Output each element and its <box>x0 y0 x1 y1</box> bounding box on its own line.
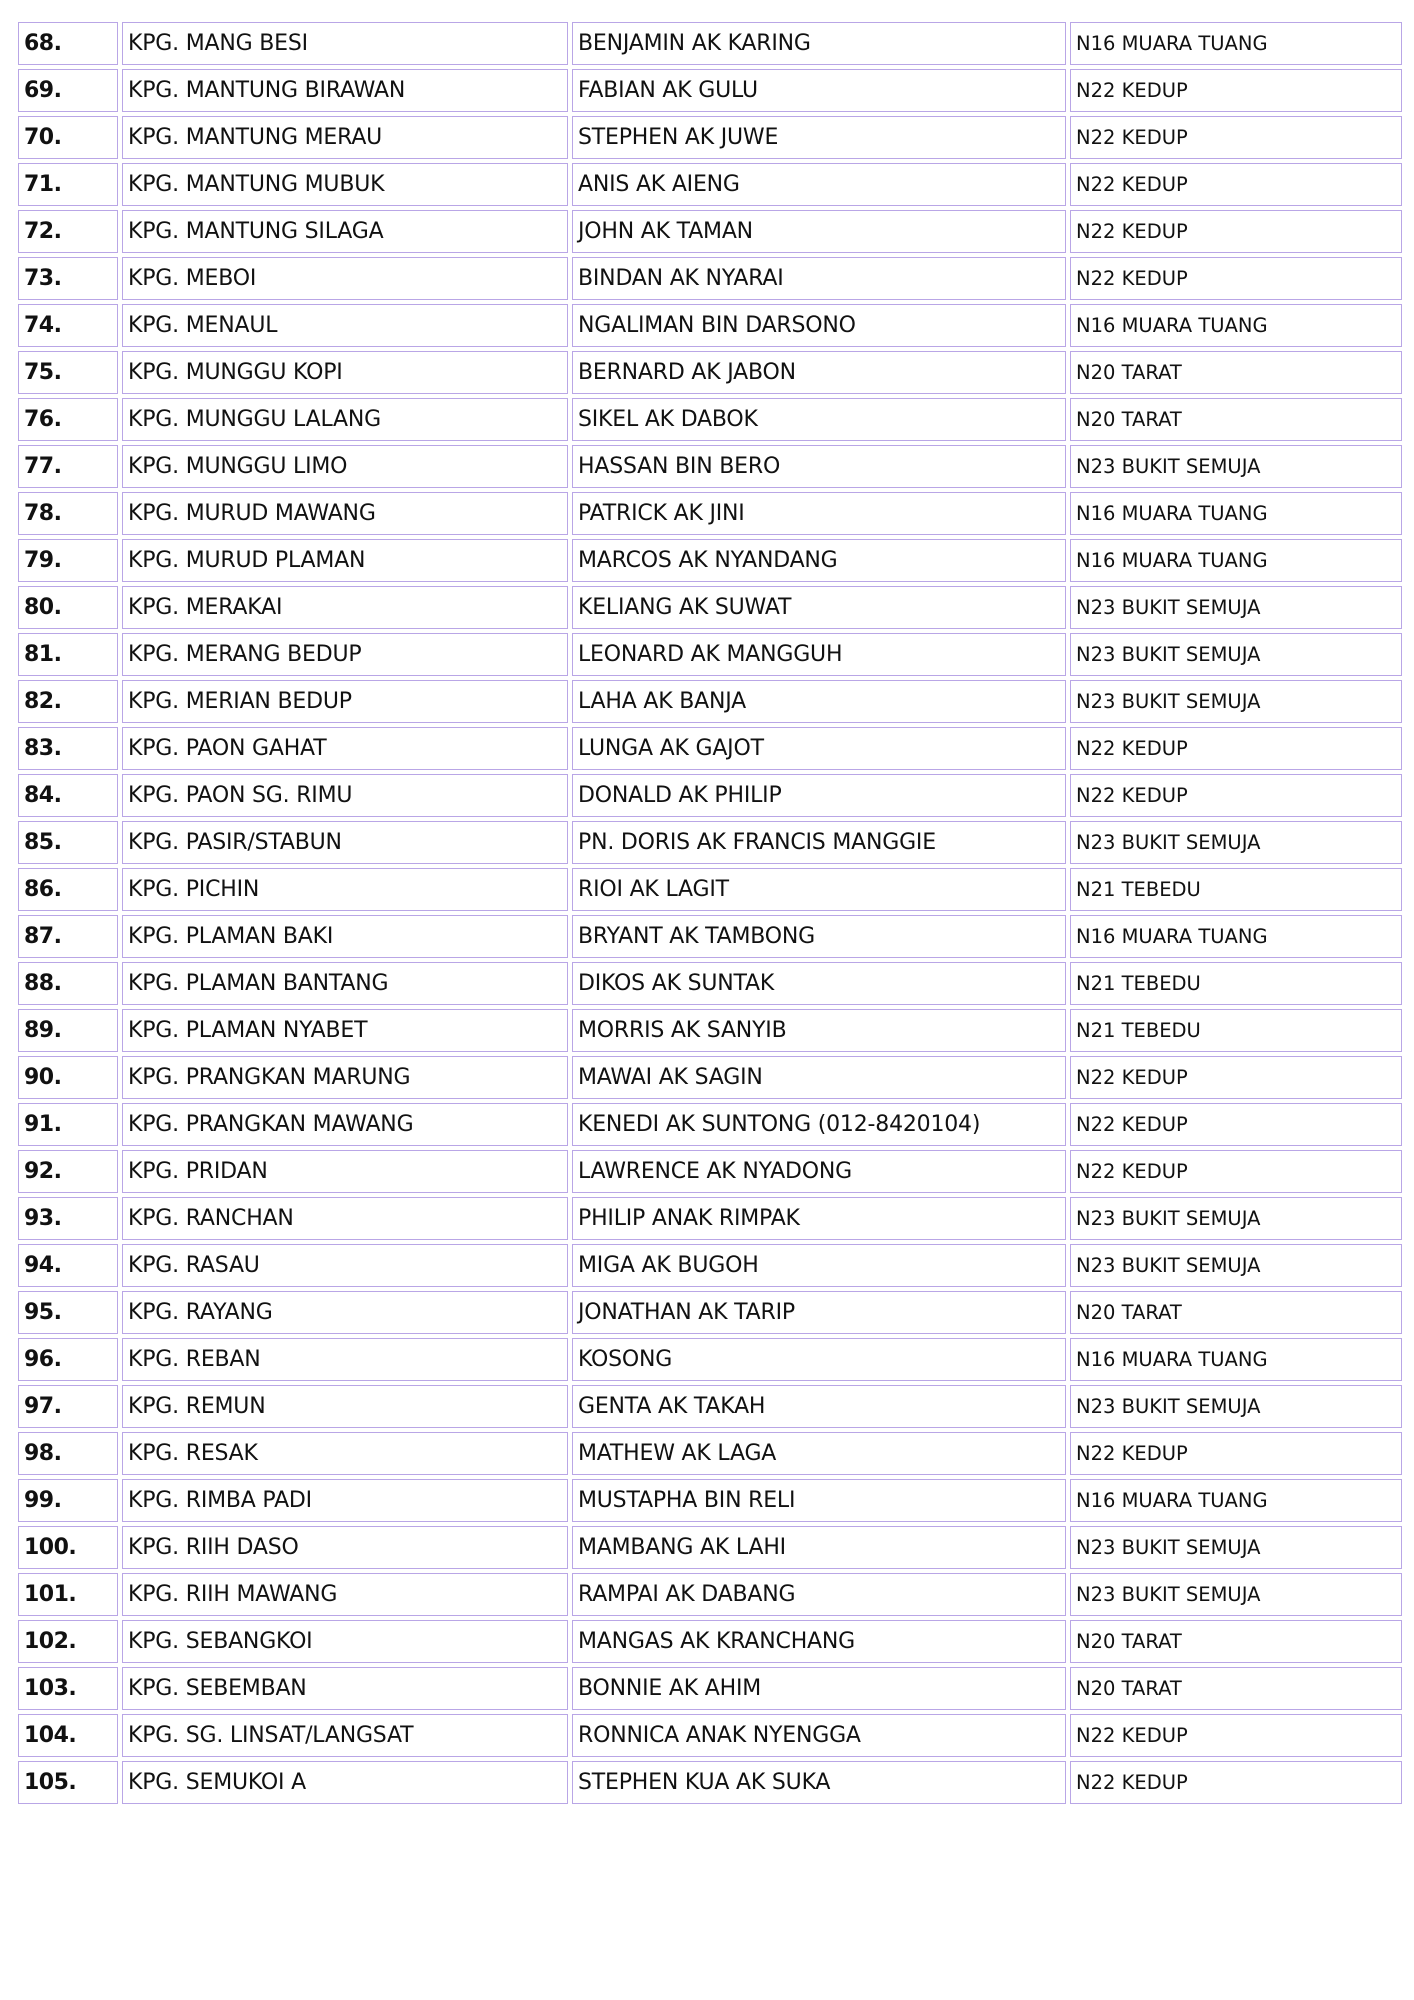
village-head-name: MUSTAPHA BIN RELI <box>572 1479 1066 1522</box>
village-head-name: BONNIE AK AHIM <box>572 1667 1066 1710</box>
constituency: N23 BUKIT SEMUJA <box>1070 1526 1402 1569</box>
village-name: KPG. RESAK <box>122 1432 568 1475</box>
constituency: N22 KEDUP <box>1070 210 1402 253</box>
village-head-name: HASSAN BIN BERO <box>572 445 1066 488</box>
village-name: KPG. RASAU <box>122 1244 568 1287</box>
table-row <box>18 1291 1402 1334</box>
row-number: 95. <box>18 1291 118 1334</box>
village-name: KPG. SEBANGKOI <box>122 1620 568 1663</box>
village-head-name: BRYANT AK TAMBONG <box>572 915 1066 958</box>
village-head-name: KOSONG <box>572 1338 1066 1381</box>
village-name: KPG. MERIAN BEDUP <box>122 680 568 723</box>
village-head-name: NGALIMAN BIN DARSONO <box>572 304 1066 347</box>
village-name: KPG. SEBEMBAN <box>122 1667 568 1710</box>
table-row <box>18 22 1402 65</box>
village-head-name: STEPHEN KUA AK SUKA <box>572 1761 1066 1804</box>
village-name: KPG. MANG BESI <box>122 22 568 65</box>
village-name: KPG. MANTUNG SILAGA <box>122 210 568 253</box>
village-name: KPG. PAON GAHAT <box>122 727 568 770</box>
row-number: 91. <box>18 1103 118 1146</box>
constituency: N22 KEDUP <box>1070 1150 1402 1193</box>
constituency: N20 TARAT <box>1070 1291 1402 1334</box>
table-row <box>18 1526 1402 1569</box>
village-name: KPG. MUNGGU LIMO <box>122 445 568 488</box>
village-head-name: ANIS AK AIENG <box>572 163 1066 206</box>
constituency: N22 KEDUP <box>1070 69 1402 112</box>
village-head-name: JONATHAN AK TARIP <box>572 1291 1066 1334</box>
table-row <box>18 1009 1402 1052</box>
village-name: KPG. RIIH DASO <box>122 1526 568 1569</box>
row-number: 96. <box>18 1338 118 1381</box>
table-row <box>18 1056 1402 1099</box>
constituency: N23 BUKIT SEMUJA <box>1070 821 1402 864</box>
village-head-name: DONALD AK PHILIP <box>572 774 1066 817</box>
table-row <box>18 1103 1402 1146</box>
constituency: N23 BUKIT SEMUJA <box>1070 586 1402 629</box>
village-head-table <box>14 18 1406 1808</box>
table-body <box>18 22 1402 1804</box>
row-number: 81. <box>18 633 118 676</box>
village-name: KPG. RAYANG <box>122 1291 568 1334</box>
table-row <box>18 1761 1402 1804</box>
row-number: 97. <box>18 1385 118 1428</box>
constituency: N23 BUKIT SEMUJA <box>1070 445 1402 488</box>
village-name: KPG. PLAMAN NYABET <box>122 1009 568 1052</box>
constituency: N16 MUARA TUANG <box>1070 915 1402 958</box>
row-number: 69. <box>18 69 118 112</box>
constituency: N20 TARAT <box>1070 398 1402 441</box>
constituency: N22 KEDUP <box>1070 116 1402 159</box>
village-name: KPG. PAON SG. RIMU <box>122 774 568 817</box>
village-head-name: KENEDI AK SUNTONG (012-8420104) <box>572 1103 1066 1146</box>
row-number: 76. <box>18 398 118 441</box>
village-head-name: MARCOS AK NYANDANG <box>572 539 1066 582</box>
table-row <box>18 116 1402 159</box>
row-number: 105. <box>18 1761 118 1804</box>
village-head-name: RAMPAI AK DABANG <box>572 1573 1066 1616</box>
table-row <box>18 1714 1402 1757</box>
constituency: N16 MUARA TUANG <box>1070 539 1402 582</box>
village-name: KPG. MURUD PLAMAN <box>122 539 568 582</box>
village-name: KPG. MERAKAI <box>122 586 568 629</box>
village-head-name: PATRICK AK JINI <box>572 492 1066 535</box>
table-row <box>18 257 1402 300</box>
village-head-name: RONNICA ANAK NYENGGA <box>572 1714 1066 1757</box>
constituency: N20 TARAT <box>1070 1667 1402 1710</box>
row-number: 88. <box>18 962 118 1005</box>
row-number: 83. <box>18 727 118 770</box>
row-number: 92. <box>18 1150 118 1193</box>
table-row <box>18 586 1402 629</box>
village-head-name: LUNGA AK GAJOT <box>572 727 1066 770</box>
constituency: N23 BUKIT SEMUJA <box>1070 1244 1402 1287</box>
table-row <box>18 539 1402 582</box>
village-name: KPG. RIIH MAWANG <box>122 1573 568 1616</box>
village-head-name: PN. DORIS AK FRANCIS MANGGIE <box>572 821 1066 864</box>
table-row <box>18 1338 1402 1381</box>
row-number: 70. <box>18 116 118 159</box>
table-row <box>18 210 1402 253</box>
row-number: 82. <box>18 680 118 723</box>
table-row <box>18 821 1402 864</box>
row-number: 90. <box>18 1056 118 1099</box>
row-number: 94. <box>18 1244 118 1287</box>
village-name: KPG. MUNGGU LALANG <box>122 398 568 441</box>
village-head-name: SIKEL AK DABOK <box>572 398 1066 441</box>
constituency: N21 TEBEDU <box>1070 868 1402 911</box>
table-row <box>18 351 1402 394</box>
row-number: 68. <box>18 22 118 65</box>
village-name: KPG. MUNGGU KOPI <box>122 351 568 394</box>
table-row <box>18 445 1402 488</box>
village-name: KPG. PICHIN <box>122 868 568 911</box>
table-row <box>18 633 1402 676</box>
village-head-name: MIGA AK BUGOH <box>572 1244 1066 1287</box>
row-number: 102. <box>18 1620 118 1663</box>
village-name: KPG. RIMBA PADI <box>122 1479 568 1522</box>
constituency: N22 KEDUP <box>1070 163 1402 206</box>
village-head-name: FABIAN AK GULU <box>572 69 1066 112</box>
row-number: 99. <box>18 1479 118 1522</box>
village-head-name: MAMBANG AK LAHI <box>572 1526 1066 1569</box>
village-head-name: KELIANG AK SUWAT <box>572 586 1066 629</box>
row-number: 85. <box>18 821 118 864</box>
table-row <box>18 915 1402 958</box>
row-number: 74. <box>18 304 118 347</box>
row-number: 73. <box>18 257 118 300</box>
village-name: KPG. PLAMAN BAKI <box>122 915 568 958</box>
row-number: 84. <box>18 774 118 817</box>
row-number: 104. <box>18 1714 118 1757</box>
village-head-name: PHILIP ANAK RIMPAK <box>572 1197 1066 1240</box>
village-name: KPG. MEBOI <box>122 257 568 300</box>
row-number: 93. <box>18 1197 118 1240</box>
village-name: KPG. PRIDAN <box>122 1150 568 1193</box>
constituency: N22 KEDUP <box>1070 1103 1402 1146</box>
village-name: KPG. PRANGKAN MARUNG <box>122 1056 568 1099</box>
table-row <box>18 774 1402 817</box>
row-number: 103. <box>18 1667 118 1710</box>
constituency: N22 KEDUP <box>1070 1432 1402 1475</box>
row-number: 75. <box>18 351 118 394</box>
row-number: 86. <box>18 868 118 911</box>
table-row <box>18 1620 1402 1663</box>
village-name: KPG. RANCHAN <box>122 1197 568 1240</box>
row-number: 78. <box>18 492 118 535</box>
village-name: KPG. MURUD MAWANG <box>122 492 568 535</box>
village-head-name: GENTA AK TAKAH <box>572 1385 1066 1428</box>
village-head-name: BERNARD AK JABON <box>572 351 1066 394</box>
table-row <box>18 1150 1402 1193</box>
constituency: N20 TARAT <box>1070 351 1402 394</box>
constituency: N22 KEDUP <box>1070 727 1402 770</box>
village-head-name: MATHEW AK LAGA <box>572 1432 1066 1475</box>
row-number: 79. <box>18 539 118 582</box>
village-head-name: MORRIS AK SANYIB <box>572 1009 1066 1052</box>
table-row <box>18 1197 1402 1240</box>
village-head-name: BENJAMIN AK KARING <box>572 22 1066 65</box>
constituency: N21 TEBEDU <box>1070 962 1402 1005</box>
village-name: KPG. MERANG BEDUP <box>122 633 568 676</box>
table-row <box>18 1667 1402 1710</box>
village-head-name: MAWAI AK SAGIN <box>572 1056 1066 1099</box>
constituency: N16 MUARA TUANG <box>1070 304 1402 347</box>
constituency: N16 MUARA TUANG <box>1070 1479 1402 1522</box>
row-number: 80. <box>18 586 118 629</box>
village-name: KPG. SEMUKOI A <box>122 1761 568 1804</box>
village-head-name: DIKOS AK SUNTAK <box>572 962 1066 1005</box>
table-row <box>18 727 1402 770</box>
row-number: 100. <box>18 1526 118 1569</box>
constituency: N23 BUKIT SEMUJA <box>1070 633 1402 676</box>
constituency: N20 TARAT <box>1070 1620 1402 1663</box>
row-number: 101. <box>18 1573 118 1616</box>
village-name: KPG. REMUN <box>122 1385 568 1428</box>
table-row <box>18 1573 1402 1616</box>
table-row <box>18 1479 1402 1522</box>
constituency: N22 KEDUP <box>1070 774 1402 817</box>
village-name: KPG. REBAN <box>122 1338 568 1381</box>
table-row <box>18 1244 1402 1287</box>
village-head-name: STEPHEN AK JUWE <box>572 116 1066 159</box>
village-name: KPG. PLAMAN BANTANG <box>122 962 568 1005</box>
row-number: 89. <box>18 1009 118 1052</box>
table-row <box>18 69 1402 112</box>
village-head-name: RIOI AK LAGIT <box>572 868 1066 911</box>
row-number: 77. <box>18 445 118 488</box>
constituency: N23 BUKIT SEMUJA <box>1070 1385 1402 1428</box>
constituency: N22 KEDUP <box>1070 257 1402 300</box>
table-row <box>18 962 1402 1005</box>
village-name: KPG. PASIR/STABUN <box>122 821 568 864</box>
row-number: 87. <box>18 915 118 958</box>
table-row <box>18 398 1402 441</box>
table-row <box>18 1432 1402 1475</box>
table-row <box>18 868 1402 911</box>
village-name: KPG. MANTUNG MUBUK <box>122 163 568 206</box>
constituency: N16 MUARA TUANG <box>1070 22 1402 65</box>
village-head-name: LAHA AK BANJA <box>572 680 1066 723</box>
constituency: N16 MUARA TUANG <box>1070 492 1402 535</box>
table-row <box>18 1385 1402 1428</box>
constituency: N23 BUKIT SEMUJA <box>1070 680 1402 723</box>
constituency: N22 KEDUP <box>1070 1761 1402 1804</box>
document-page <box>18 22 1398 1804</box>
village-name: KPG. MANTUNG MERAU <box>122 116 568 159</box>
constituency: N21 TEBEDU <box>1070 1009 1402 1052</box>
constituency: N16 MUARA TUANG <box>1070 1338 1402 1381</box>
village-head-name: MANGAS AK KRANCHANG <box>572 1620 1066 1663</box>
village-head-name: LEONARD AK MANGGUH <box>572 633 1066 676</box>
village-name: KPG. PRANGKAN MAWANG <box>122 1103 568 1146</box>
constituency: N22 KEDUP <box>1070 1056 1402 1099</box>
constituency: N23 BUKIT SEMUJA <box>1070 1573 1402 1616</box>
table-row <box>18 163 1402 206</box>
table-row <box>18 492 1402 535</box>
village-name: KPG. MENAUL <box>122 304 568 347</box>
village-name: KPG. MANTUNG BIRAWAN <box>122 69 568 112</box>
row-number: 98. <box>18 1432 118 1475</box>
table-row <box>18 304 1402 347</box>
village-head-name: BINDAN AK NYARAI <box>572 257 1066 300</box>
row-number: 71. <box>18 163 118 206</box>
village-head-name: JOHN AK TAMAN <box>572 210 1066 253</box>
row-number: 72. <box>18 210 118 253</box>
constituency: N23 BUKIT SEMUJA <box>1070 1197 1402 1240</box>
constituency: N22 KEDUP <box>1070 1714 1402 1757</box>
village-name: KPG. SG. LINSAT/LANGSAT <box>122 1714 568 1757</box>
village-head-name: LAWRENCE AK NYADONG <box>572 1150 1066 1193</box>
table-row <box>18 680 1402 723</box>
